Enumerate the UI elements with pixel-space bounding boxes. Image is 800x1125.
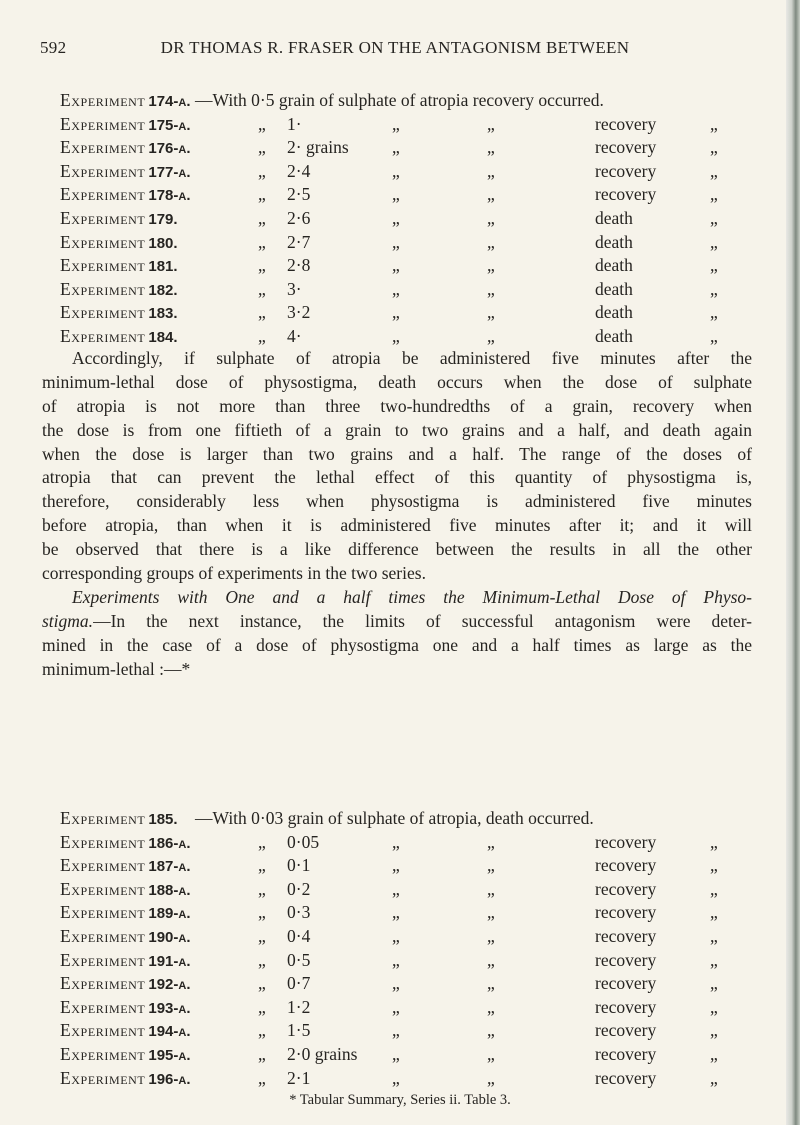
ditto-mark: „ xyxy=(258,1020,266,1041)
paragraph-line: therefore, considerably less when physostigma is administered five minutes xyxy=(42,491,752,512)
table-row xyxy=(60,879,760,903)
table-row xyxy=(60,1068,760,1092)
dose-value: 0·5 xyxy=(287,949,311,970)
ditto-mark: „ xyxy=(710,996,718,1017)
ditto-mark: „ xyxy=(258,855,266,876)
paragraph-section-heading: Experiments with One and a half times the Minimum-Lethal Dose of Physo- stigma.—In the next instance, the limits of successful antagonism were deter- mined in the case of a dose of physostigma one and a half times as large as the minimum-lethal :—* xyxy=(42,586,752,682)
experiment-label: Experiment 191-a. xyxy=(60,949,191,970)
ditto-mark: „ xyxy=(392,302,400,323)
result-value: recovery xyxy=(595,949,657,970)
table-row xyxy=(60,255,760,279)
ditto-mark: „ xyxy=(258,278,266,299)
ditto-mark: „ xyxy=(258,996,266,1017)
experiment-label: Experiment 187-a. xyxy=(60,855,191,876)
table-row xyxy=(60,855,760,879)
experiment-label: Experiment 194-a. xyxy=(60,1020,191,1041)
paragraph-line: mined in the case of a dose of physostigma one and a half times as large as the xyxy=(42,634,752,655)
ditto-mark: „ xyxy=(392,231,400,252)
ditto-mark: „ xyxy=(392,207,400,228)
ditto-mark: „ xyxy=(258,207,266,228)
experiment-table-2 xyxy=(60,808,760,1091)
experiment-label: Experiment 174-a. xyxy=(60,90,191,110)
ditto-mark: „ xyxy=(258,878,266,899)
ditto-mark: „ xyxy=(710,925,718,946)
ditto-mark: „ xyxy=(487,1067,495,1088)
ditto-mark: „ xyxy=(258,925,266,946)
table-row xyxy=(60,161,760,185)
result-value: recovery xyxy=(595,973,657,994)
result-value: recovery xyxy=(595,902,657,923)
result-value: death xyxy=(595,325,633,346)
ditto-mark: „ xyxy=(487,855,495,876)
ditto-mark: „ xyxy=(487,160,495,181)
paragraph-line: minimum-lethal :—* xyxy=(42,658,191,679)
experiment-label: Experiment 175-a. xyxy=(60,113,191,134)
result-value: recovery xyxy=(595,855,657,876)
paragraph-line: atropia that can prevent the lethal effect of this quantity of physostigma is, xyxy=(42,467,752,488)
ditto-mark: „ xyxy=(487,831,495,852)
table-row xyxy=(60,137,760,161)
ditto-mark: „ xyxy=(487,949,495,970)
dose-value: 1·5 xyxy=(287,1020,311,1041)
result-value: recovery xyxy=(595,160,657,181)
ditto-mark: „ xyxy=(487,1020,495,1041)
ditto-mark: „ xyxy=(392,1067,400,1088)
ditto-mark: „ xyxy=(710,113,718,134)
dose-value: 0·05 xyxy=(287,831,320,852)
paragraph-line: of atropia is not more than three two-hundredths of a grain, recovery when xyxy=(42,395,752,416)
ditto-mark: „ xyxy=(710,831,718,852)
experiment-label: Experiment 180. xyxy=(60,231,178,252)
experiment-label: Experiment 182. xyxy=(60,278,178,299)
ditto-mark: „ xyxy=(392,878,400,899)
dose-value: 1·2 xyxy=(287,996,311,1017)
ditto-mark: „ xyxy=(258,302,266,323)
result-value: recovery xyxy=(595,113,657,134)
dose-value: 2·6 xyxy=(287,207,311,228)
ditto-mark: „ xyxy=(258,949,266,970)
result-value: recovery xyxy=(595,831,657,852)
ditto-mark: „ xyxy=(710,949,718,970)
result-value: recovery xyxy=(595,1020,657,1041)
ditto-mark: „ xyxy=(392,325,400,346)
ditto-mark: „ xyxy=(487,925,495,946)
dose-value: 0·1 xyxy=(287,855,311,876)
experiment-label: Experiment 184. xyxy=(60,325,178,346)
ditto-mark: „ xyxy=(258,902,266,923)
dose-value: 2·0 grains xyxy=(287,1043,358,1064)
ditto-mark: „ xyxy=(487,278,495,299)
ditto-mark: „ xyxy=(258,973,266,994)
ditto-mark: „ xyxy=(258,1067,266,1088)
ditto-mark: „ xyxy=(258,184,266,205)
experiment-label: Experiment 181. xyxy=(60,255,178,276)
result-value: recovery xyxy=(595,184,657,205)
table-row xyxy=(60,808,760,832)
ditto-mark: „ xyxy=(392,973,400,994)
result-value: death xyxy=(595,302,633,323)
italic-heading-cont: stigma. xyxy=(42,610,94,631)
ditto-mark: „ xyxy=(487,996,495,1017)
result-value: recovery xyxy=(595,925,657,946)
running-head xyxy=(40,38,750,62)
experiment-label: Experiment 176-a. xyxy=(60,137,191,158)
ditto-mark: „ xyxy=(392,831,400,852)
dose-value: 4· xyxy=(287,325,302,346)
ditto-mark: „ xyxy=(392,855,400,876)
table-row xyxy=(60,90,760,114)
result-value: recovery xyxy=(595,878,657,899)
ditto-mark: „ xyxy=(258,255,266,276)
dose-value: 1· xyxy=(287,113,302,134)
ditto-mark: „ xyxy=(487,973,495,994)
ditto-mark: „ xyxy=(710,1020,718,1041)
ditto-mark: „ xyxy=(392,137,400,158)
dose-value: 2·1 xyxy=(287,1067,311,1088)
experiment-label: Experiment 192-a. xyxy=(60,973,191,994)
ditto-mark: „ xyxy=(392,902,400,923)
dose-value: 0·3 xyxy=(287,902,311,923)
result-value: recovery xyxy=(595,1043,657,1064)
ditto-mark: „ xyxy=(710,878,718,899)
ditto-mark: „ xyxy=(487,113,495,134)
ditto-mark: „ xyxy=(392,255,400,276)
ditto-mark: „ xyxy=(392,949,400,970)
table-row xyxy=(60,326,760,350)
experiment-label: Experiment 179. xyxy=(60,207,178,228)
result-value: death xyxy=(595,255,633,276)
ditto-mark: „ xyxy=(392,1020,400,1041)
paragraph-line: Accordingly, if sulphate of atropia be administered five minutes after the xyxy=(72,348,752,368)
experiment-label: Experiment 190-a. xyxy=(60,925,191,946)
ditto-mark: „ xyxy=(487,1043,495,1064)
running-title: DR THOMAS R. FRASER ON THE ANTAGONISM BETWEEN xyxy=(160,38,630,57)
result-value: recovery xyxy=(595,137,657,158)
experiment-description: —With 0·5 grain of sulphate of atropia recovery occurred. xyxy=(195,90,604,110)
paragraph-line: before atropia, than when it is administered five minutes after it; and it will xyxy=(42,515,752,536)
ditto-mark: „ xyxy=(710,137,718,158)
page-edge-scan-artifact xyxy=(786,0,800,1125)
table-row xyxy=(60,973,760,997)
ditto-mark: „ xyxy=(710,184,718,205)
paragraph-line: when the dose is larger than two grains and a half. The range of the doses of xyxy=(42,443,752,464)
ditto-mark: „ xyxy=(710,973,718,994)
ditto-mark: „ xyxy=(487,137,495,158)
result-value: recovery xyxy=(595,1067,657,1088)
result-value: death xyxy=(595,207,633,228)
dose-value: 2·7 xyxy=(287,231,311,252)
experiment-label: Experiment 193-a. xyxy=(60,996,191,1017)
dose-value: 3·2 xyxy=(287,302,311,323)
ditto-mark: „ xyxy=(258,160,266,181)
dose-value: 2· grains xyxy=(287,137,349,158)
ditto-mark: „ xyxy=(710,1067,718,1088)
table-row xyxy=(60,1020,760,1044)
table-row xyxy=(60,208,760,232)
ditto-mark: „ xyxy=(710,278,718,299)
table-row xyxy=(60,832,760,856)
ditto-mark: „ xyxy=(710,855,718,876)
ditto-mark: „ xyxy=(392,1043,400,1064)
table-row xyxy=(60,902,760,926)
ditto-mark: „ xyxy=(487,231,495,252)
experiment-label: Experiment 196-a. xyxy=(60,1067,191,1088)
ditto-mark: „ xyxy=(392,925,400,946)
experiment-table-1 xyxy=(60,90,760,350)
ditto-mark: „ xyxy=(710,207,718,228)
ditto-mark: „ xyxy=(258,325,266,346)
ditto-mark: „ xyxy=(710,160,718,181)
table-row xyxy=(60,1044,760,1068)
dose-value: 2·4 xyxy=(287,160,311,181)
ditto-mark: „ xyxy=(487,325,495,346)
table-row xyxy=(60,950,760,974)
ditto-mark: „ xyxy=(710,1043,718,1064)
experiment-label: Experiment 189-a. xyxy=(60,902,191,923)
paragraph-line: the dose is from one fiftieth of a grain to two grains and a half, and death again xyxy=(42,419,752,440)
ditto-mark: „ xyxy=(487,255,495,276)
table-row xyxy=(60,232,760,256)
ditto-mark: „ xyxy=(392,278,400,299)
dose-value: 0·2 xyxy=(287,878,311,899)
ditto-mark: „ xyxy=(392,113,400,134)
experiment-description: —With 0·03 grain of sulphate of atropia, death occurred. xyxy=(195,808,594,828)
ditto-mark: „ xyxy=(258,231,266,252)
ditto-mark: „ xyxy=(487,184,495,205)
ditto-mark: „ xyxy=(487,207,495,228)
ditto-mark: „ xyxy=(710,255,718,276)
table-row xyxy=(60,184,760,208)
dose-value: 2·5 xyxy=(287,184,311,205)
ditto-mark: „ xyxy=(487,902,495,923)
ditto-mark: „ xyxy=(258,137,266,158)
table-row xyxy=(60,114,760,138)
italic-heading: Experiments with One and a half times the Minimum-Lethal Dose of Physo- xyxy=(72,587,752,607)
ditto-mark: „ xyxy=(487,878,495,899)
ditto-mark: „ xyxy=(710,902,718,923)
table-row xyxy=(60,997,760,1021)
paragraph-line: minimum-lethal dose of physostigma, death occurs when the dose of sulphate xyxy=(42,371,752,392)
ditto-mark: „ xyxy=(487,302,495,323)
dose-value: 0·7 xyxy=(287,973,311,994)
ditto-mark: „ xyxy=(392,160,400,181)
table-row xyxy=(60,926,760,950)
experiment-label: Experiment 178-a. xyxy=(60,184,191,205)
experiment-label: Experiment 188-a. xyxy=(60,878,191,899)
table-row xyxy=(60,279,760,303)
experiment-label: Experiment 177-a. xyxy=(60,160,191,181)
ditto-mark: „ xyxy=(710,325,718,346)
paragraph-body xyxy=(42,347,752,586)
dose-value: 3· xyxy=(287,278,302,299)
ditto-mark: „ xyxy=(258,831,266,852)
ditto-mark: „ xyxy=(710,302,718,323)
result-value: recovery xyxy=(595,996,657,1017)
ditto-mark: „ xyxy=(258,1043,266,1064)
paragraph-line: corresponding groups of experiments in the two series. xyxy=(42,563,426,584)
table-row xyxy=(60,302,760,326)
ditto-mark: „ xyxy=(258,113,266,134)
experiment-label: Experiment 185. xyxy=(60,808,178,828)
result-value: death xyxy=(595,231,633,252)
experiment-label: Experiment 195-a. xyxy=(60,1043,191,1064)
dose-value: 2·8 xyxy=(287,255,311,276)
experiment-label: Experiment 186-a. xyxy=(60,831,191,852)
paragraph-line: be observed that there is a like difference between the results in all the other xyxy=(42,539,752,560)
footnote: * Tabular Summary, Series ii. Table 3. xyxy=(289,1092,511,1108)
experiment-label: Experiment 183. xyxy=(60,302,178,323)
ditto-mark: „ xyxy=(392,184,400,205)
result-value: death xyxy=(595,278,633,299)
dose-value: 0·4 xyxy=(287,925,311,946)
ditto-mark: „ xyxy=(392,996,400,1017)
page-number: 592 xyxy=(40,38,67,57)
ditto-mark: „ xyxy=(710,231,718,252)
